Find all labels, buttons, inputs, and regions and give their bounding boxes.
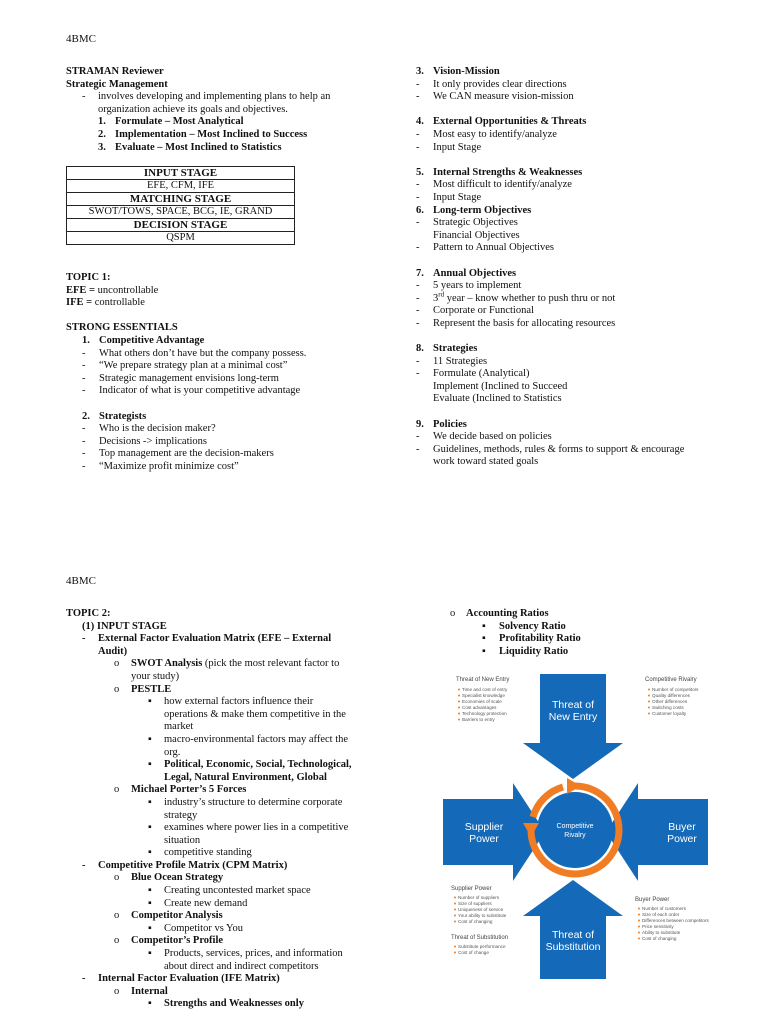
bullet-dot bbox=[458, 689, 460, 691]
list-item: Price sensitivity bbox=[642, 924, 674, 929]
list-item: Size of each order bbox=[642, 912, 680, 917]
list-item: - Corporate or Functional bbox=[416, 305, 534, 317]
section-heading: 4. External Opportunities & Threats bbox=[416, 116, 587, 128]
strategic-management-heading: Strategic Management bbox=[66, 78, 168, 90]
document-title: STRAMAN Reviewer bbox=[66, 66, 164, 77]
cycle-arrowhead bbox=[567, 778, 581, 794]
list-item: - 3rd year – know whether to push thru or not bbox=[416, 290, 616, 304]
list-item: Cost of change bbox=[458, 950, 489, 955]
list-item: Ability to substitute bbox=[642, 930, 681, 935]
br-list bbox=[642, 906, 710, 941]
bullet-item: ▪ Profitability Ratio bbox=[482, 633, 581, 645]
bullet-dot bbox=[638, 920, 640, 922]
essentials-list bbox=[82, 335, 386, 474]
ife-definition: IFE = controllable bbox=[66, 297, 145, 309]
bullet-item: ▪ competitive standing bbox=[148, 847, 252, 859]
list-item: - It only provides clear directions bbox=[416, 78, 567, 90]
list-item: Size of suppliers bbox=[458, 901, 492, 906]
list-item: - Input Stage bbox=[416, 141, 482, 153]
bullet-item-cont: strategy bbox=[164, 809, 198, 821]
bullet-dot bbox=[648, 695, 650, 697]
section-heading: 8. Strategies bbox=[416, 343, 478, 355]
efe-heading: - External Factor Evaluation Matrix (EFE – External bbox=[82, 633, 332, 645]
bullet-item: ▪ examines where power lies in a competitive bbox=[148, 822, 349, 834]
bullet-dot bbox=[458, 713, 460, 715]
bullet-item-cont: org. bbox=[164, 746, 181, 758]
list-item: - “Maximize profit minimize cost” bbox=[82, 460, 239, 472]
threat-new-entry-label-1: Threat of bbox=[551, 699, 595, 711]
list-item: - Indicator of what is your competitive advantage bbox=[82, 385, 301, 397]
section-heading: 5. Internal Strengths & Weaknesses bbox=[416, 166, 583, 178]
outline-item: o Competitor Analysis bbox=[114, 910, 223, 922]
bullet-dot bbox=[454, 909, 456, 911]
bullet-dot bbox=[454, 915, 456, 917]
topic-one bbox=[66, 272, 386, 474]
list-item: Economies of scale bbox=[462, 699, 502, 704]
bullet-dot bbox=[458, 707, 460, 709]
section-heading: 3. Vision-Mission bbox=[416, 66, 500, 77]
bullet-dot bbox=[648, 689, 650, 691]
bullet-item-cont: about direct and indirect competitors bbox=[164, 960, 319, 972]
list-item: 3. Evaluate – Most Inclined to Statistics bbox=[98, 141, 282, 153]
bullet-dot bbox=[458, 719, 460, 721]
br-title: Buyer Power bbox=[635, 897, 670, 903]
page-header: 4BMC bbox=[66, 575, 96, 587]
bullet-item: ▪ macro-environmental factors may affect the bbox=[148, 733, 349, 745]
topic-two-outline bbox=[66, 608, 386, 1011]
bullet-dot bbox=[454, 921, 456, 923]
right-column bbox=[416, 66, 716, 469]
cpm-heading: - Competitive Profile Matrix (CPM Matrix) bbox=[82, 859, 288, 871]
tr-bullets bbox=[648, 689, 650, 715]
bullet-item-cont: Legal, Natural Environment, Global bbox=[164, 771, 327, 783]
list-item-cont: Financial Objectives bbox=[433, 229, 520, 241]
bl2-bullets bbox=[454, 946, 456, 954]
list-item: Differences between competitors bbox=[642, 918, 709, 923]
section-heading: 1. Competitive Advantage bbox=[82, 334, 205, 346]
list-item: Number of suppliers bbox=[458, 895, 500, 900]
list-item: - Most difficult to identify/analyze bbox=[416, 179, 572, 191]
list-item: - We CAN measure vision-mission bbox=[416, 91, 574, 103]
input-stage-heading: (1) INPUT STAGE bbox=[82, 620, 167, 632]
bullet-dot bbox=[458, 695, 460, 697]
outline-item: o Competitor’s Profile bbox=[114, 935, 224, 947]
list-item: Number of customers bbox=[642, 906, 686, 911]
bullet-item: ▪ Create new demand bbox=[148, 897, 248, 909]
tr-list bbox=[652, 687, 699, 716]
bullet-item: ▪ Products, services, prices, and information bbox=[148, 948, 343, 960]
list-item: Quality differences bbox=[652, 693, 690, 698]
bullet-dot bbox=[638, 938, 640, 940]
buyer-power-label-2: Power bbox=[667, 833, 697, 845]
tl-title: Threat of New Entry bbox=[456, 677, 510, 683]
list-item: - Decisions -> implications bbox=[82, 435, 207, 447]
list-item: - We decide based on policies bbox=[416, 431, 552, 443]
list-item: - Strategic Objectives bbox=[416, 217, 518, 229]
list-item: 2. Implementation – Most Inclined to Success bbox=[98, 128, 308, 140]
list-item: - Strategic management envisions long-term bbox=[82, 372, 279, 384]
bullet-item-cont: situation bbox=[164, 834, 201, 846]
list-item: Other differences bbox=[652, 699, 688, 704]
bullet-dot bbox=[648, 707, 650, 709]
bullet-item: ▪ Strengths and Weaknesses only bbox=[148, 998, 304, 1010]
threat-new-entry-label-2: New Entry bbox=[548, 711, 598, 723]
bullet-item: ▪ industry’s structure to determine corporate bbox=[148, 796, 343, 808]
list-item: Substitute performance bbox=[458, 944, 506, 949]
threat-substitution-label-1: Threat of bbox=[551, 929, 595, 941]
threat-new-entry-arrow bbox=[523, 674, 623, 779]
section-heading: 6. Long-term Objectives bbox=[416, 204, 532, 216]
list-item: - “We prepare strategy plan at a minimal cost” bbox=[82, 360, 288, 372]
decision-stage-value: QSPM bbox=[67, 232, 295, 245]
list-item: - Who is the decision maker? bbox=[82, 423, 216, 435]
tl-list bbox=[462, 687, 508, 722]
sm-definition: - involves developing and implementing plans to help an bbox=[82, 91, 331, 103]
supplier-power-label-1: Supplier bbox=[464, 821, 504, 833]
bl-bullets bbox=[454, 897, 456, 923]
input-stage-label: INPUT STAGE bbox=[67, 167, 295, 180]
list-item: - 5 years to implement bbox=[416, 280, 522, 292]
list-item: Specialist knowledge bbox=[462, 693, 505, 698]
decision-stage-label: DECISION STAGE bbox=[67, 219, 295, 232]
list-item: Time and cost of entry bbox=[462, 687, 508, 692]
topic-two-heading: TOPIC 2: bbox=[66, 608, 111, 619]
list-item: - What others don’t have but the company possess. bbox=[82, 347, 307, 359]
section-heading: 7. Annual Objectives bbox=[416, 267, 517, 279]
bl-list bbox=[458, 895, 507, 924]
outline-item: o Internal bbox=[114, 985, 168, 997]
center-label-1: Competitive bbox=[556, 823, 594, 830]
list-item: Uniqueness of service bbox=[458, 907, 504, 912]
left-column bbox=[66, 66, 386, 154]
list-item: - Formulate (Analytical) bbox=[416, 368, 530, 380]
strong-essentials-heading: STRONG ESSENTIALS bbox=[66, 322, 178, 334]
bullet-dot bbox=[454, 952, 456, 954]
list-item: Your ability to substitute bbox=[458, 913, 507, 918]
outline-item: o Michael Porter’s 5 Forces bbox=[114, 784, 247, 796]
bullet-item: ▪ Competitor vs You bbox=[148, 922, 244, 934]
input-stage-value: EFE, CFM, IFE bbox=[67, 180, 295, 193]
bullet-dot bbox=[458, 701, 460, 703]
list-item: - Guidelines, methods, rules & forms to support & encourage bbox=[416, 443, 685, 455]
matching-stage-value: SWOT/TOWS, SPACE, BCG, IE, GRAND bbox=[67, 206, 295, 219]
br-bullets bbox=[638, 908, 640, 940]
list-item-cont: Implement (Inclined to Succeed bbox=[433, 380, 568, 392]
matching-stage-label: MATCHING STAGE bbox=[67, 193, 295, 206]
buyer-power-label-1: Buyer bbox=[668, 821, 696, 833]
bullet-item-cont: market bbox=[164, 721, 194, 733]
list-item: Cost of changing bbox=[642, 936, 677, 941]
threat-substitution-label-2: Substitution bbox=[545, 941, 601, 953]
bullet-item: ▪ how external factors influence their bbox=[148, 696, 314, 708]
list-item: - Top management are the decision-makers bbox=[82, 448, 274, 460]
bullet-dot bbox=[648, 713, 650, 715]
accounting-ratios bbox=[450, 608, 750, 658]
outline-item: o Blue Ocean Strategy bbox=[114, 872, 224, 884]
bl2-list bbox=[458, 944, 506, 955]
list-item: - Pattern to Annual Objectives bbox=[416, 242, 555, 254]
efe-definition: EFE = uncontrollable bbox=[66, 284, 159, 296]
tl-bullets bbox=[458, 689, 460, 721]
list-item-cont: work toward stated goals bbox=[433, 456, 539, 468]
bullet-dot bbox=[454, 903, 456, 905]
center-label-2: Rivalry bbox=[564, 832, 586, 839]
list-item: - Most easy to identify/analyze bbox=[416, 128, 557, 140]
outline-item: o SWOT Analysis (pick the most relevant factor to bbox=[114, 658, 340, 670]
list-item: Cost advantages bbox=[462, 705, 497, 710]
page-header: 4BMC bbox=[66, 33, 96, 45]
list-item: Cost of changing bbox=[458, 919, 493, 924]
bullet-dot bbox=[638, 926, 640, 928]
list-item: - Input Stage bbox=[416, 191, 482, 203]
bullet-dot bbox=[454, 897, 456, 899]
bullet-item-cont: operations & make them competitive in the bbox=[164, 708, 346, 720]
stages-table bbox=[66, 166, 295, 245]
five-forces-diagram bbox=[441, 671, 710, 982]
bullet-dot bbox=[638, 914, 640, 916]
bullet-dot bbox=[454, 946, 456, 948]
outline-item-cont: your study) bbox=[131, 670, 180, 682]
list-item: Number of competitors bbox=[652, 687, 699, 692]
topic-one-heading: TOPIC 1: bbox=[66, 272, 111, 283]
page-two bbox=[0, 560, 768, 1024]
list-item: Customer loyalty bbox=[652, 711, 687, 716]
list-item: Technology protection bbox=[462, 711, 507, 716]
list-item: 1. Formulate – Most Analytical bbox=[98, 116, 244, 128]
list-item: Barriers to entry bbox=[462, 717, 495, 722]
bullet-item: ▪ Liquidity Ratio bbox=[482, 645, 569, 657]
bullet-item: ▪ Solvency Ratio bbox=[482, 620, 566, 632]
bullet-dot bbox=[638, 908, 640, 910]
section-heading: 2. Strategists bbox=[82, 410, 147, 422]
sm-definition-cont: organization achieve its goals and objectives. bbox=[98, 103, 288, 115]
list-item: - Represent the basis for allocating resources bbox=[416, 317, 616, 329]
outline-item: o PESTLE bbox=[114, 683, 172, 695]
list-item-cont: Evaluate (Inclined to Statistics bbox=[433, 393, 562, 405]
bullet-dot bbox=[648, 701, 650, 703]
bullet-item: ▪ Political, Economic, Social, Technological, bbox=[148, 759, 352, 771]
list-item: - 11 Strategies bbox=[416, 355, 488, 367]
efe-heading-cont: Audit) bbox=[98, 645, 128, 657]
bullet-item: ▪ Creating uncontested market space bbox=[148, 885, 311, 897]
supplier-power-label-2: Power bbox=[469, 833, 499, 845]
ife-heading: - Internal Factor Evaluation (IFE Matrix) bbox=[82, 973, 280, 985]
list-item: Switching costs bbox=[652, 705, 684, 710]
bl-title: Supplier Power bbox=[451, 886, 492, 892]
center-circle bbox=[537, 792, 613, 868]
section-heading: 9. Policies bbox=[416, 418, 467, 430]
bullet-dot bbox=[638, 932, 640, 934]
bl2-title: Threat of Substitution bbox=[451, 935, 509, 941]
sm-steps-list bbox=[98, 116, 386, 154]
tr-title: Competitive Rivalry bbox=[645, 677, 697, 683]
outline-item: o Accounting Ratios bbox=[450, 608, 549, 619]
